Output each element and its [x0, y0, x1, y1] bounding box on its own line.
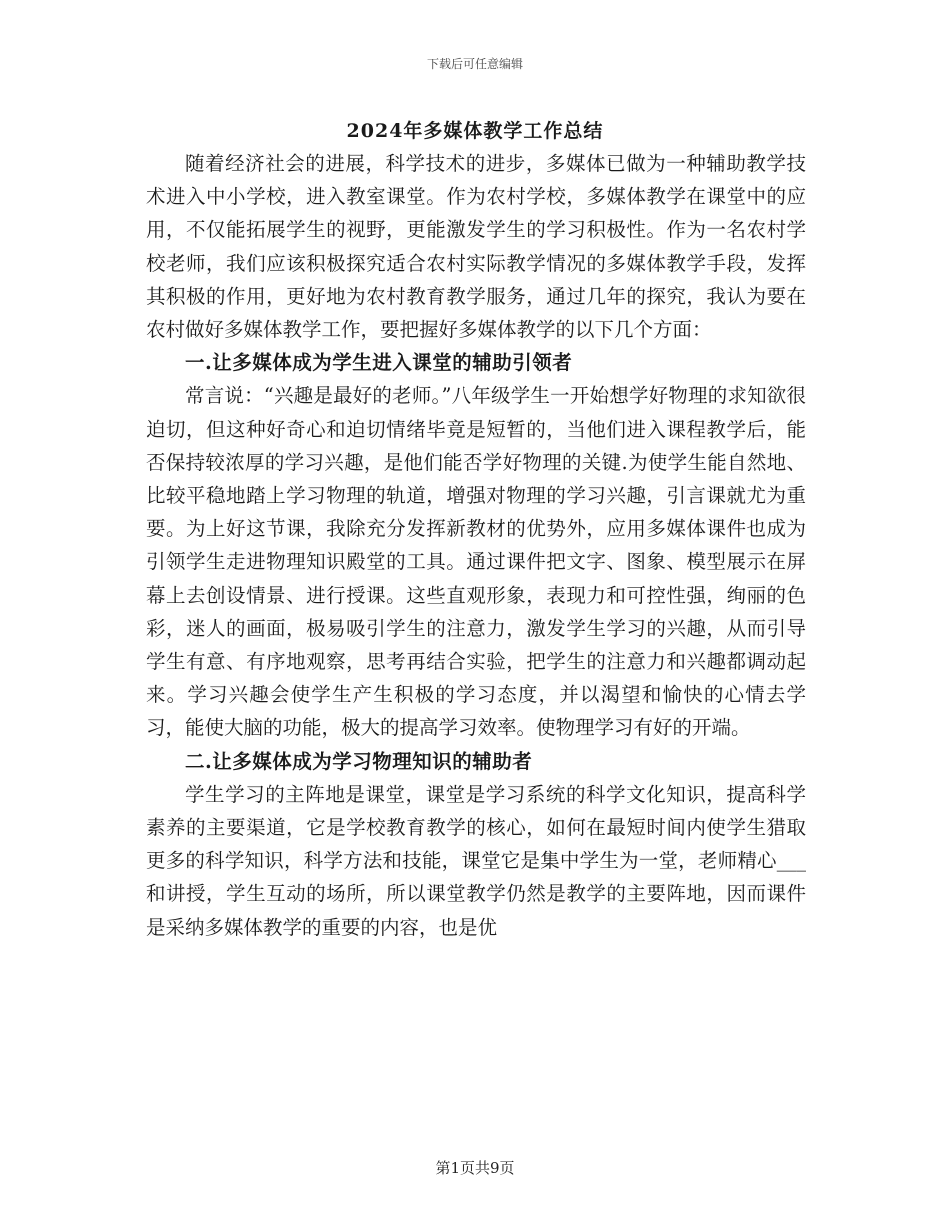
page-footer: 第1页共9页 — [435, 1159, 515, 1177]
intro-paragraph: 随着经济社会的进展，科学技术的进步，多媒体已做为一种辅助教学技术进入中小学校，进入教室课堂。作为农村学校，多媒体教学在课堂中的应用，不仅能拓展学生的视野，更能激发学生的学习积极性。作为一名农村学校老师，我们应该积极探究适合农村实际教学情况的多媒体教学手段，发挥其积极的作用，更好地为农村教育教学服务，通过几年的探究，我认为要在农村做好多媒体教学工作，要把握好多媒体教学的以下几个方面： — [146, 152, 806, 342]
document-title: 2024年多媒体教学工作总结 — [346, 120, 604, 142]
page-header: 下载后可任意编辑 — [426, 57, 523, 71]
document-body — [146, 147, 806, 944]
section-2-heading: 二.让多媒体成为学习物理知识的辅助者 — [185, 749, 533, 773]
section-1-paragraph: 常言说：“兴趣是最好的老师。”八年级学生一开始想学好物理的求知欲很迫切，但这种好奇心和迫切情绪毕竟是短暂的，当他们进入课程教学后，能否保持较浓厚的学习兴趣，是他们能否学好物理的关键.为使学生能自然地、比较平稳地踏上学习物理的轨道，增强对物理的学习兴趣，引言课就尤为重要。为上好这节课，我除充分发挥新教材的优势外，应用多媒体课件也成为引领学生走进物理知识殿堂的工具。通过课件把文字、图象、模型展示在屏幕上去创设情景、进行授课。这些直观形象，表现力和可控性强，绚丽的色彩，迷人的画面，极易吸引学生的注意力，激发学生学习的兴趣，从而引导学生有意、有序地观察，思考再结合实验，把学生的注意力和兴趣都调动起来。学习兴趣会使学生产生积极的学习态度，并以渴望和愉快的心情去学习，能使大脑的功能，极大的提高学习效率。使物理学习有好的开端。 — [146, 384, 806, 740]
section-2-paragraph: 学生学习的主阵地是课堂，课堂是学习系统的科学文化知识，提高科学素养的主要渠道，它是学校教育教学的核心，如何在最短时间内使学生猎取更多的科学知识，科学方法和技能，课堂它是集中学生为一堂，老师精心___和讲授，学生互动的场所，所以课堂教学仍然是教学的主要阵地，因而课件是采纳多媒体教学的重要的内容，也是优 — [146, 782, 806, 939]
section-1-heading: 一.让多媒体成为学生进入课堂的辅助引领者 — [185, 351, 573, 375]
